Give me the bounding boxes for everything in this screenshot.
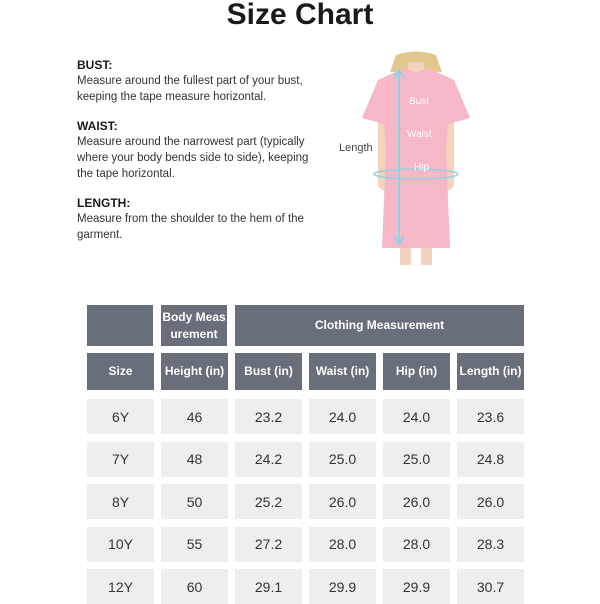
definition-text: Measure from the shoulder to the hem of the garment. <box>77 213 304 241</box>
definition-waist <box>77 119 327 182</box>
group-header-body: Body Meas urement <box>161 305 227 346</box>
definition-text: Measure around the narrowest part (typically where your body bends side to side), keeping the tape horizontal. <box>77 136 309 180</box>
cell-bust: 25.2 <box>235 484 302 519</box>
definition-bust <box>77 58 327 105</box>
cell-length: 30.7 <box>457 569 524 604</box>
cell-length: 24.8 <box>457 442 524 477</box>
cell-size: 8Y <box>87 484 154 519</box>
cell-hip: 25.0 <box>383 442 450 477</box>
group-header-blank <box>87 305 153 346</box>
cell-length: 23.6 <box>457 399 524 434</box>
cell-size: 7Y <box>87 442 154 477</box>
cell-bust: 29.1 <box>235 569 302 604</box>
cell-height: 60 <box>161 569 228 604</box>
cell-waist: 24.0 <box>309 399 376 434</box>
cell-hip: 28.0 <box>383 527 450 562</box>
page-title: Size Chart <box>226 0 374 31</box>
group-header-clothing: Clothing Measurement <box>235 305 524 346</box>
dress-illustration <box>336 50 496 265</box>
column-header-size: Size <box>87 353 154 390</box>
cell-waist: 28.0 <box>309 527 376 562</box>
definition-term: WAIST: <box>77 119 118 133</box>
column-header-height: Height (in) <box>161 353 228 390</box>
cell-hip: 24.0 <box>383 399 450 434</box>
cell-waist: 25.0 <box>309 442 376 477</box>
cell-bust: 23.2 <box>235 399 302 434</box>
definition-length <box>77 196 327 243</box>
column-header-length: Length (in) <box>457 353 524 390</box>
cell-hip: 29.9 <box>383 569 450 604</box>
cell-height: 48 <box>161 442 228 477</box>
cell-length: 26.0 <box>457 484 524 519</box>
cell-waist: 26.0 <box>309 484 376 519</box>
column-header-bust: Bust (in) <box>235 353 302 390</box>
measurement-instructions <box>77 58 327 257</box>
column-header-hip: Hip (in) <box>383 353 450 390</box>
definition-text: Measure around the fullest part of your bust, keeping the tape measure horizontal. <box>77 75 303 103</box>
definition-term: LENGTH: <box>77 196 131 210</box>
dress-measurement-figure <box>336 50 496 265</box>
bust-label: Bust <box>409 96 430 107</box>
cell-size: 6Y <box>87 399 154 434</box>
cell-size: 12Y <box>87 569 154 604</box>
column-header-waist: Waist (in) <box>309 353 376 390</box>
cell-length: 28.3 <box>457 527 524 562</box>
definition-term: BUST: <box>77 58 113 72</box>
waist-label: Waist <box>407 129 432 140</box>
cell-waist: 29.9 <box>309 569 376 604</box>
cell-bust: 24.2 <box>235 442 302 477</box>
cell-bust: 27.2 <box>235 527 302 562</box>
cell-hip: 26.0 <box>383 484 450 519</box>
length-label: Length <box>339 142 373 154</box>
cell-height: 46 <box>161 399 228 434</box>
cell-height: 50 <box>161 484 228 519</box>
cell-height: 55 <box>161 527 228 562</box>
cell-size: 10Y <box>87 527 154 562</box>
hip-label: Hip <box>414 162 430 173</box>
